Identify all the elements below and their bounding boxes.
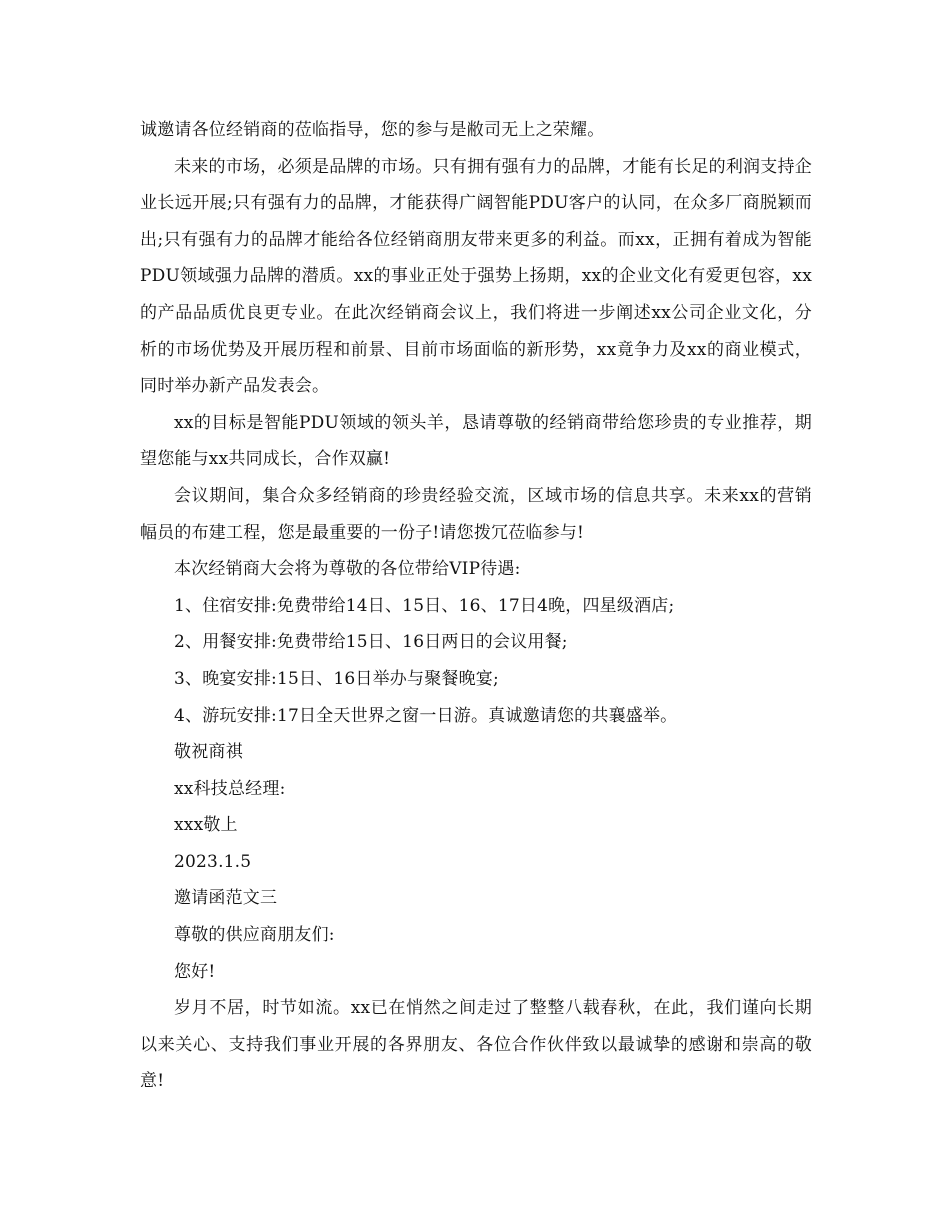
salutation: 尊敬的供应商朋友们: xyxy=(174,925,335,946)
list-item-meals: 2、用餐安排:免费带给15日、16日两日的会议用餐; xyxy=(174,632,568,653)
greeting: 您好! xyxy=(174,961,216,982)
signature-date: 2023.1.5 xyxy=(174,851,252,872)
paragraph-goal: xx的目标是智能PDU领域的领头羊，恳请尊敬的经销商带给您珍贵的专业推荐，期望您能与xx共同成长，合作双赢! xyxy=(140,412,812,470)
section-heading: 邀请函范文三 xyxy=(174,888,278,909)
paragraph-vip-intro: 本次经销商大会将为尊敬的各位带给VIP待遇: xyxy=(174,559,521,580)
list-item-tour: 4、游玩安排:17日全天世界之窗一日游。真诚邀请您的共襄盛举。 xyxy=(174,705,678,726)
paragraph-brand-market: 未来的市场，必须是品牌的市场。只有拥有强有力的品牌，才能有长足的利润支持企业长远开展;只有强有力的品牌，才能获得广阔智能PDU客户的认同，在众多厂商脱颖而出;只有强有力的品牌才能给各位经销商朋友带来更多的利益。而xx，正拥有着成为智能PDU领域强力品牌的潜质。xx的事业正处于强势上扬期，xx的企业文化有爱更包容，xx的产品品质优良更专业。在此次经销商会议上，我们将进一步阐述xx公司企业文化，分析的市场优势及开展历程和前景、目前市场面临的新形势，xx竟争力及xx的商业模式，同时举办新产品发表会。 xyxy=(140,156,812,397)
list-item-banquet: 3、晚宴安排:15日、16日举办与聚餐晚宴; xyxy=(174,668,499,689)
document-body xyxy=(140,112,812,1100)
signature-title: xx科技总经理: xyxy=(174,778,286,799)
signature-name: xxx敬上 xyxy=(174,815,238,836)
paragraph-meeting-period: 会议期间，集合众多经销商的珍贵经验交流，区域市场的信息共享。未来xx的营销幅员的布建工程，您是最重要的一份子!请您拨冗莅临参与! xyxy=(140,485,812,543)
paragraph-continuation: 诚邀请各位经销商的莅临指导，您的参与是敝司无上之荣耀。 xyxy=(140,120,605,140)
closing-greeting: 敬祝商祺 xyxy=(174,742,243,763)
paragraph-eight-years: 岁月不居，时节如流。xx已在悄然之间走过了整整八载春秋，在此，我们谨向长期以来关心、支持我们事业开展的各界朋友、各位合作伙伴致以最诚挚的感谢和崇高的敬意! xyxy=(140,998,812,1092)
list-item-lodging: 1、住宿安排:免费带给14日、15日、16、17日4晚，四星级酒店; xyxy=(174,595,675,616)
